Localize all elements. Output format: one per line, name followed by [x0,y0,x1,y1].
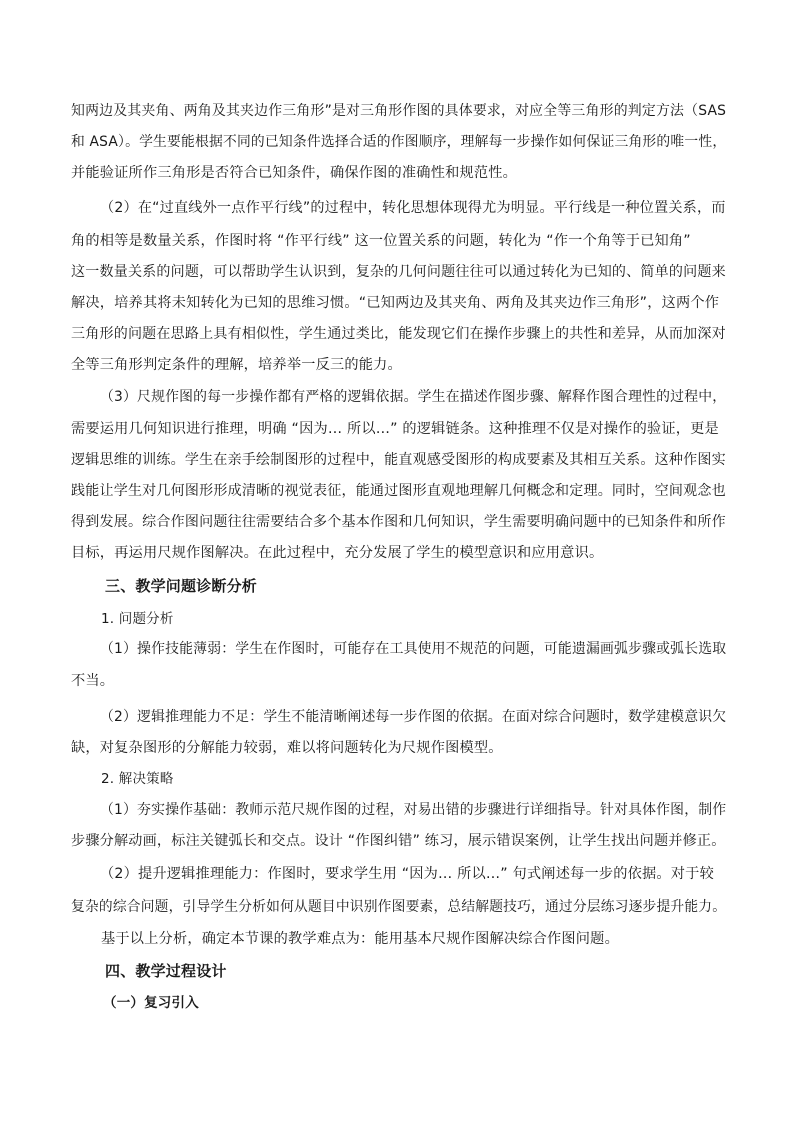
section-3-heading: 三、教学问题诊断分析 [105,577,258,595]
section-3-sub-2: 2. 解决策略 [101,771,174,787]
s3-p2-line-2: 缺，对复杂图形的分解能力较弱，难以将问题转化为尺规作图模型。 [71,740,503,756]
s3-p1-line-1: （1）操作技能薄弱：学生在作图时，可能存在工具使用不规范的问题，可能遗漏画弧步骤或弧长选取 [100,641,727,657]
p2-line-4: 解决，培养其将未知转化为已知的思维习惯。“已知两边及其夹角、两角及其夹边作三角形”，这两个作 [71,295,720,311]
section-4-heading: 四、教学过程设计 [105,962,227,980]
s3-p1-line-2: 不当。 [71,673,115,689]
section-3-sub-1: 1. 问题分析 [101,611,174,627]
p2-line-6: 全等三角形判定条件的理解，培养举一反三的能力。 [71,357,402,373]
p3-line-5: 得到发展。综合作图问题往往需要结合多个基本作图和几何知识，学生需要明确问题中的已知条件和所作 [71,514,726,530]
p2-line-1: （2）在“过直线外一点作平行线”的过程中，转化思想体现得尤为明显。平行线是一种位置关系，而 [100,200,726,216]
p3-line-3: 逻辑思维的训练。学生在亲手绘制图形的过程中，能直观感受图形的构成要素及其相互关系。这种作图实 [71,452,726,468]
s3-s2-line-1: （2）提升逻辑推理能力：作图时，要求学生用 “因为… 所以…” 句式阐述每一步的依据。对于较 [100,866,714,882]
p3-line-2: 需要运用几何知识进行推理，明确 “因为… 所以…” 的逻辑链条。这种推理不仅是对操作的验证，更是 [71,421,719,437]
intro-line-1: 知两边及其夹角、两角及其夹边作三角形”是对三角形作图的具体要求，对应全等三角形的判定方法（SAS [71,103,727,119]
p3-line-6: 目标，再运用尺规作图解决。在此过程中，充分发展了学生的模型意识和应用意识。 [71,545,604,561]
section-4-sub-1: （一）复习引入 [103,995,199,1011]
p3-line-1: （3）尺规作图的每一步操作都有严格的逻辑依据。学生在描述作图步骤、解释作图合理性的过程中， [100,389,727,405]
s3-s2-line-2: 复杂的综合问题，引导学生分析如何从题目中识别作图要素，总结解题技巧，通过分层练习逐步提升能力。 [71,899,727,915]
p2-line-3: 这一数量关系的问题，可以帮助学生认识到，复杂的几何问题往往可以通过转化为已知的、简单的问题来 [71,264,726,280]
intro-line-2: 和 ASA）。学生要能根据不同的已知条件选择合适的作图顺序，理解每一步操作如何保证三角形的唯一性， [71,134,727,150]
p2-line-2: 角的相等是数量关系，作图时将 “作平行线” 这一位置关系的问题，转化为 “作一个角等于已知角” [71,233,691,249]
intro-line-3: 并能验证所作三角形是否符合已知条件，确保作图的准确性和规范性。 [71,165,518,181]
s3-s1-line-2: 步骤分解动画，标注关键弧长和交点。设计 “作图纠错” 练习，展示错误案例，让学生找出问题并修正。 [71,833,726,849]
s3-s1-line-1: （1）夯实操作基础：教师示范尺规作图的过程，对易出错的步骤进行详细指导。针对具体作图，制作 [100,802,727,818]
p3-line-4: 践能让学生对几何图形形成清晰的视觉表征，能通过图形直观地理解几何概念和定理。同时，空间观念也 [71,483,726,499]
s3-p2-line-1: （2）逻辑推理能力不足：学生不能清晰阐述每一步作图的依据。在面对综合问题时，数学建模意识欠 [100,709,727,725]
s3-conclusion: 基于以上分析，确定本节课的教学难点为：能用基本尺规作图解决综合作图问题。 [101,931,619,947]
p2-line-5: 三角形的问题在思路上具有相似性，学生通过类比，能发现它们在操作步骤上的共性和差异，从而加深对 [71,326,726,342]
